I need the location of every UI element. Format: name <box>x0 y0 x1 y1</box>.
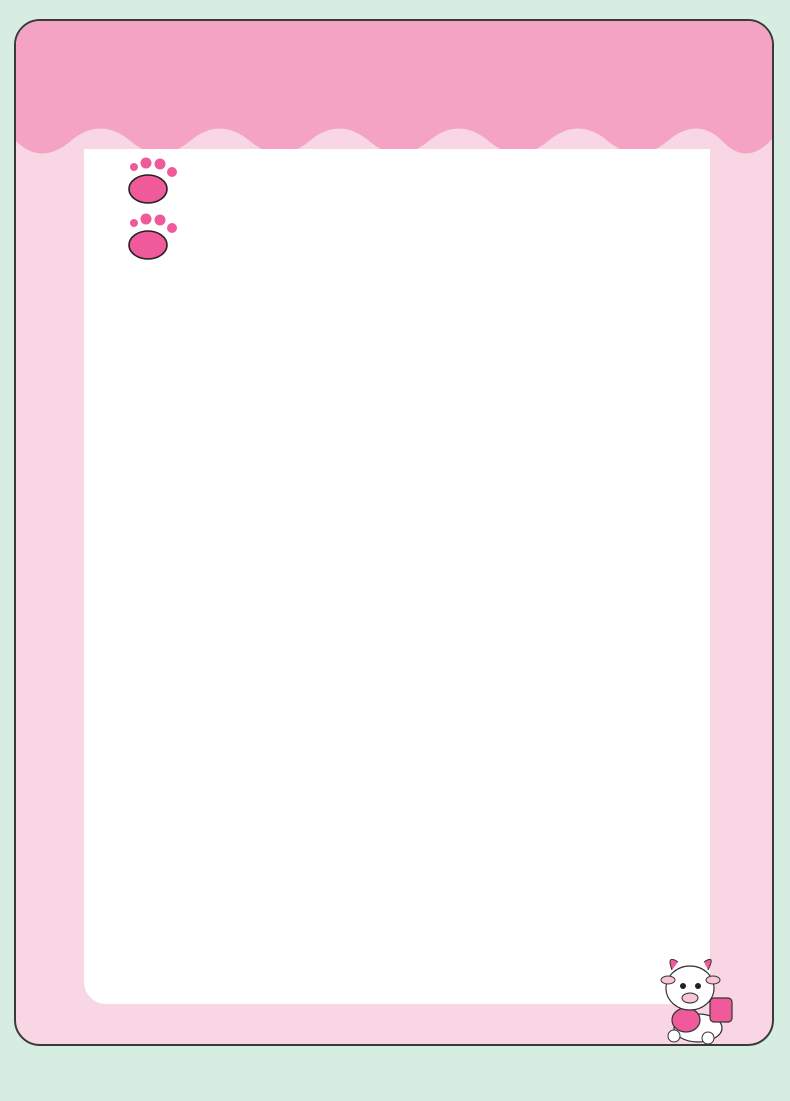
paw-badge-icon <box>126 213 182 261</box>
paw-badge-icon <box>126 157 182 205</box>
unit6-heading <box>114 209 640 265</box>
tests-heading <box>114 265 640 295</box>
toc-body <box>114 153 640 295</box>
goat-mascot-icon <box>650 950 740 1045</box>
unit5-heading <box>114 153 640 209</box>
